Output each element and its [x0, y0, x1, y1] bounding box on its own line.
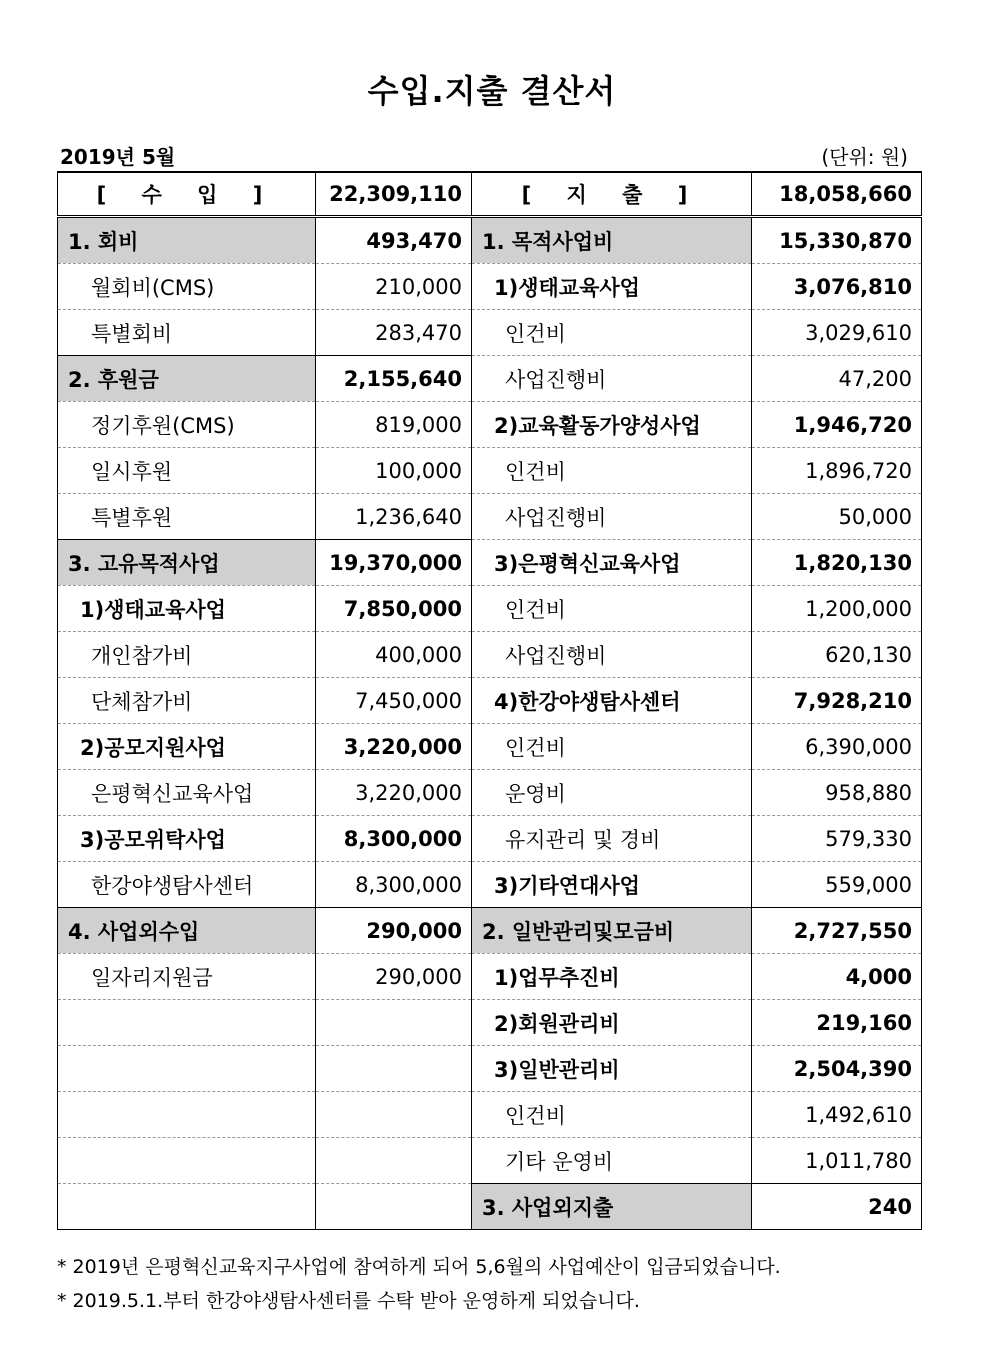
- income-item: 특별회비: [58, 310, 316, 356]
- income-amount: 8,300,000: [316, 862, 472, 908]
- settlement-table: [57, 171, 922, 1230]
- income-item: [58, 1046, 316, 1092]
- table-row: [58, 494, 922, 540]
- expense-amount: 1,492,610: [752, 1092, 922, 1138]
- income-item: 일시후원: [58, 448, 316, 494]
- expense-item: 1)생태교육사업: [472, 264, 752, 310]
- income-amount: 100,000: [316, 448, 472, 494]
- income-amount: 19,370,000: [316, 540, 472, 586]
- expense-item: 인건비: [472, 310, 752, 356]
- expense-header: [ 지 출 ]: [472, 172, 752, 217]
- expense-item: 1)업무추진비: [472, 954, 752, 1000]
- income-item: 개인참가비: [58, 632, 316, 678]
- income-amount: 283,470: [316, 310, 472, 356]
- income-amount: 1,236,640: [316, 494, 472, 540]
- table-row: [58, 1138, 922, 1184]
- expense-amount: 6,390,000: [752, 724, 922, 770]
- income-item: [58, 1000, 316, 1046]
- expense-item: 2. 일반관리및모금비: [472, 908, 752, 954]
- table-row: [58, 954, 922, 1000]
- income-item: 1. 회비: [58, 217, 316, 264]
- income-amount: 819,000: [316, 402, 472, 448]
- table-row: [58, 1046, 922, 1092]
- expense-amount: 1,896,720: [752, 448, 922, 494]
- unit-label: (단위: 원): [821, 145, 908, 169]
- income-item: 3)공모위탁사업: [58, 816, 316, 862]
- expense-item: 인건비: [472, 586, 752, 632]
- income-item: [58, 1092, 316, 1138]
- income-item: 1)생태교육사업: [58, 586, 316, 632]
- table-row: [58, 862, 922, 908]
- expense-amount: 1,011,780: [752, 1138, 922, 1184]
- expense-amount: 1,200,000: [752, 586, 922, 632]
- table-row: [58, 402, 922, 448]
- expense-item: 사업진행비: [472, 494, 752, 540]
- expense-item: 사업진행비: [472, 632, 752, 678]
- expense-item: 1. 목적사업비: [472, 217, 752, 264]
- expense-item: 3)일반관리비: [472, 1046, 752, 1092]
- expense-amount: 559,000: [752, 862, 922, 908]
- income-amount: 290,000: [316, 954, 472, 1000]
- income-item: 정기후원(CMS): [58, 402, 316, 448]
- table-row: [58, 816, 922, 862]
- income-item: 4. 사업외수입: [58, 908, 316, 954]
- income-amount: 493,470: [316, 217, 472, 264]
- income-amount: 7,850,000: [316, 586, 472, 632]
- expense-item: 인건비: [472, 724, 752, 770]
- expense-item: 2)회원관리비: [472, 1000, 752, 1046]
- table-row: [58, 540, 922, 586]
- income-item: 단체참가비: [58, 678, 316, 724]
- expense-amount: 4,000: [752, 954, 922, 1000]
- expense-amount: 958,880: [752, 770, 922, 816]
- income-amount: 3,220,000: [316, 724, 472, 770]
- table-row: [58, 310, 922, 356]
- income-item: 한강야생탐사센터: [58, 862, 316, 908]
- footnotes: [57, 1250, 781, 1318]
- expense-item: 인건비: [472, 448, 752, 494]
- income-item: 2)공모지원사업: [58, 724, 316, 770]
- income-amount: [316, 1184, 472, 1230]
- footnote: * 2019년 은평혁신교육지구사업에 참여하게 되어 5,6월의 사업예산이 입금되었습니다.: [57, 1256, 781, 1278]
- income-amount: 7,450,000: [316, 678, 472, 724]
- table-row: [58, 770, 922, 816]
- expense-amount: 7,928,210: [752, 678, 922, 724]
- income-header: [ 수 입 ]: [58, 172, 316, 217]
- income-amount: 400,000: [316, 632, 472, 678]
- table-row: [58, 1092, 922, 1138]
- table-header-row: [58, 172, 922, 217]
- expense-amount: 240: [752, 1184, 922, 1230]
- table-row: [58, 1184, 922, 1230]
- expense-item: 기타 운영비: [472, 1138, 752, 1184]
- table-row: [58, 1000, 922, 1046]
- expense-item: 사업진행비: [472, 356, 752, 402]
- expense-item: 인건비: [472, 1092, 752, 1138]
- income-amount: 290,000: [316, 908, 472, 954]
- table-row: [58, 586, 922, 632]
- income-item: [58, 1184, 316, 1230]
- expense-amount: 2,504,390: [752, 1046, 922, 1092]
- expense-total: 18,058,660: [752, 172, 922, 217]
- expense-amount: 1,946,720: [752, 402, 922, 448]
- expense-amount: 219,160: [752, 1000, 922, 1046]
- income-item: [58, 1138, 316, 1184]
- income-item: 2. 후원금: [58, 356, 316, 402]
- income-amount: [316, 1000, 472, 1046]
- expense-item: 유지관리 및 경비: [472, 816, 752, 862]
- table-row: [58, 217, 922, 264]
- expense-item: 2)교육활동가양성사업: [472, 402, 752, 448]
- expense-amount: 3,029,610: [752, 310, 922, 356]
- income-item: 월회비(CMS): [58, 264, 316, 310]
- expense-amount: 2,727,550: [752, 908, 922, 954]
- expense-amount: 15,330,870: [752, 217, 922, 264]
- income-amount: [316, 1046, 472, 1092]
- income-amount: [316, 1138, 472, 1184]
- income-amount: 210,000: [316, 264, 472, 310]
- income-total: 22,309,110: [316, 172, 472, 217]
- income-item: 특별후원: [58, 494, 316, 540]
- income-item: 일자리지원금: [58, 954, 316, 1000]
- table-row: [58, 632, 922, 678]
- income-item: 3. 고유목적사업: [58, 540, 316, 586]
- income-item: 은평혁신교육사업: [58, 770, 316, 816]
- income-amount: [316, 1092, 472, 1138]
- expense-item: 운영비: [472, 770, 752, 816]
- table-row: [58, 908, 922, 954]
- expense-item: 3)기타연대사업: [472, 862, 752, 908]
- expense-amount: 1,820,130: [752, 540, 922, 586]
- table-row: [58, 264, 922, 310]
- page-title: 수입.지출 결산서: [367, 72, 617, 110]
- expense-amount: 47,200: [752, 356, 922, 402]
- expense-amount: 620,130: [752, 632, 922, 678]
- expense-item: 3)은평혁신교육사업: [472, 540, 752, 586]
- income-amount: 8,300,000: [316, 816, 472, 862]
- table-row: [58, 356, 922, 402]
- table-row: [58, 448, 922, 494]
- income-amount: 3,220,000: [316, 770, 472, 816]
- table-row: [58, 678, 922, 724]
- footnote: * 2019.5.1.부터 한강야생탐사센터를 수탁 받아 운영하게 되었습니다.: [57, 1290, 640, 1312]
- expense-amount: 50,000: [752, 494, 922, 540]
- income-amount: 2,155,640: [316, 356, 472, 402]
- expense-amount: 3,076,810: [752, 264, 922, 310]
- expense-amount: 579,330: [752, 816, 922, 862]
- expense-item: 3. 사업외지출: [472, 1184, 752, 1230]
- table-row: [58, 724, 922, 770]
- period-label: 2019년 5월: [60, 145, 176, 169]
- expense-item: 4)한강야생탐사센터: [472, 678, 752, 724]
